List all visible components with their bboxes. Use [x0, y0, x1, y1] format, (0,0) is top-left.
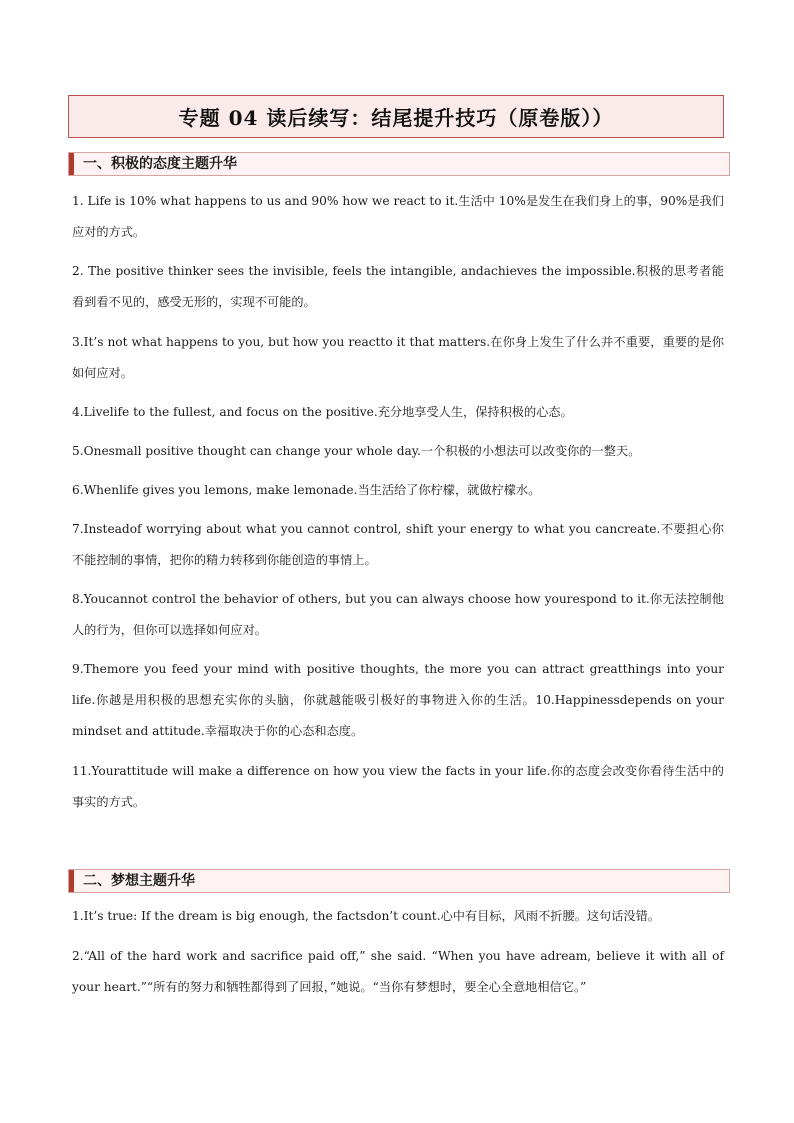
section-header-dream — [68, 869, 730, 893]
list-item: 7.Insteadof worrying about what you cannot control, shift your energy to what you cancreate.不要担心你不能控制的事情，把你的精力转移到你能创造的事情上。 — [72, 522, 724, 567]
list-item: 5.Onesmall positive thought can change your whole day.一个积极的小想法可以改变你的一整天。 — [72, 444, 641, 458]
list-item: 2.“All of the hard work and sacrifice paid off,” she said. “When you have adream, believe it with all of your heart.”“所有的努力和牺牲都得到了回报，”她说。“当你有梦想时，要全心全意地相信它。” — [72, 949, 724, 994]
list-item: 4.Livelife to the fullest, and focus on the positive.充分地享受人生，保持积极的心态。 — [72, 405, 573, 419]
list-item: 9.Themore you feed your mind with positive thoughts, the more you can attract greatthings into your life.你越是用积极的思想充实你的头脑，你就越能吸引极好的事物进入你的生活。10.Happinessdepends on your mindset and attitude.幸福取决于你的心态和态度。 — [72, 662, 724, 738]
section-heading: 二、梦想主题升华 — [83, 873, 195, 889]
title-box — [68, 95, 724, 138]
list-item: 8.Youcannot control the behavior of others, but you can always choose how yourespond to it.你无法控制他人的行为，但你可以选择如何应对。 — [72, 592, 724, 637]
section-accent-bar — [69, 153, 74, 175]
list-item: 3.It’s not what happens to you, but how you reactto it that matters.在你身上发生了什么并不重要，重要的是你如何应对。 — [72, 335, 724, 380]
list-item: 6.Whenlife gives you lemons, make lemonade.当生活给了你柠檬，就做柠檬水。 — [72, 483, 541, 497]
section-header-positive-attitude — [68, 152, 730, 176]
section-heading: 一、积极的态度主题升华 — [83, 156, 237, 172]
list-item: 2. The positive thinker sees the invisible, feels the intangible, andachieves the impossible.积极的思考者能看到看不见的，感受无形的，实现不可能的。 — [72, 264, 724, 309]
page-title: 专题 04 读后续写：结尾提升技巧（原卷版）） — [178, 106, 614, 130]
list-item: 1.It’s true: If the dream is big enough, the factsdon’t count.心中有目标，风雨不折腰。这句话没错。 — [72, 909, 660, 923]
list-item: 11.Yourattitude will make a difference on how you view the facts in your life.你的态度会改变你看待生活中的事实的方式。 — [72, 764, 724, 809]
list-item: 1. Life is 10% what happens to us and 90% how we react to it.生活中 10%是发生在我们身上的事，90%是我们应对的方式。 — [72, 194, 724, 239]
section-accent-bar — [69, 870, 74, 892]
